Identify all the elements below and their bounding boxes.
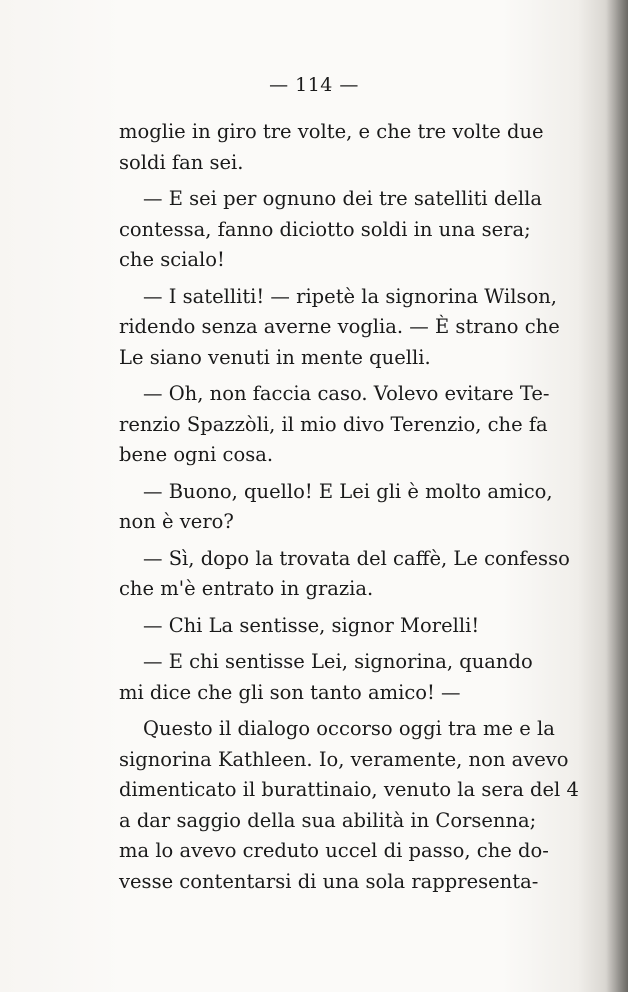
body-text <box>119 117 579 897</box>
text-line: Questo il dialogo occorso oggi tra me e la <box>143 717 555 740</box>
text-line: che m'è entrato in grazia. <box>119 577 374 600</box>
text-line: ma lo avevo creduto uccel di passo, che do- <box>119 839 549 862</box>
text-line: bene ogni cosa. <box>119 443 274 466</box>
text-line: dimenticato il burattinaio, venuto la sera del 4 <box>119 778 579 801</box>
text-line: — Buono, quello! E Lei gli è molto amico, <box>143 479 553 503</box>
text-line: moglie in giro tre volte, e che tre volte due <box>119 120 544 143</box>
text-line: — Oh, non faccia caso. Volevo evitare Te- <box>143 382 550 405</box>
text-line: a dar saggio della sua abilità in Corsenna; <box>119 808 537 832</box>
text-line: signorina Kathleen. Io, veramente, non avevo <box>119 747 569 771</box>
page-number: — 114 — <box>269 74 359 96</box>
page-edge-shadow <box>606 0 628 992</box>
text-line: contessa, fanno diciotto soldi in una sera; <box>119 217 531 241</box>
text-line: — I satelliti! — ripetè la signorina Wilson, <box>143 284 557 308</box>
text-line: mi dice che gli son tanto amico! — <box>119 680 461 704</box>
text-line: che scialo! <box>119 248 225 271</box>
text-line: Le siano venuti in mente quelli. <box>119 345 431 369</box>
text-line: non è vero? <box>119 510 234 533</box>
text-line: — E chi sentisse Lei, signorina, quando <box>143 650 533 673</box>
text-line: — Chi La sentisse, signor Morelli! <box>143 613 480 637</box>
text-line: — Sì, dopo la trovata del caffè, Le confesso <box>143 546 570 570</box>
text-line: — E sei per ognuno dei tre satelliti della <box>143 187 542 210</box>
text-line: vesse contentarsi di una sola rappresenta- <box>119 869 539 893</box>
text-line: ridendo senza averne voglia. — È strano che <box>119 315 560 338</box>
text-line: renzio Spazzòli, il mio divo Terenzio, che fa <box>119 412 548 436</box>
text-line: soldi fan sei. <box>119 150 244 174</box>
